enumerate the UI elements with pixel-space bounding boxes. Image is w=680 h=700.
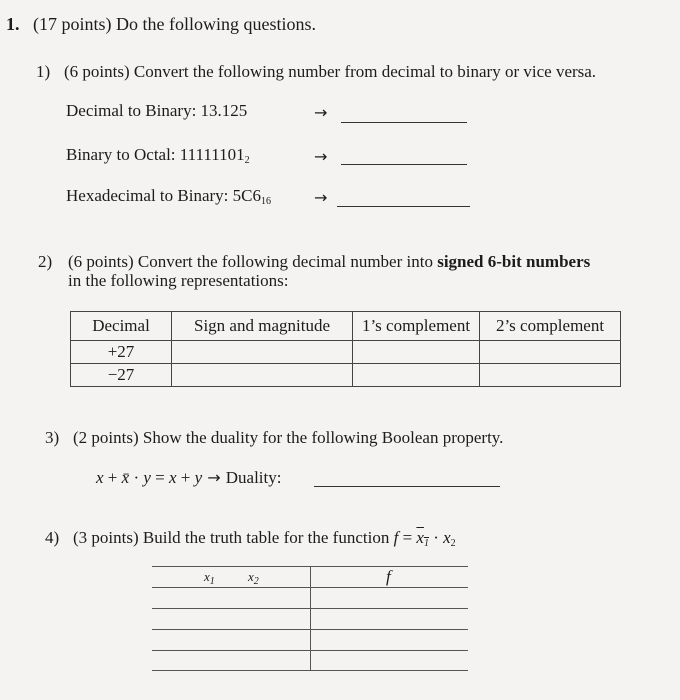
question-number: 1. xyxy=(6,14,20,34)
q4-number: 4) xyxy=(45,528,60,547)
var-f: f xyxy=(393,528,399,547)
header-ones-complement: 1’s complement xyxy=(353,312,480,341)
var-x1: x xyxy=(416,528,424,547)
q4-text xyxy=(73,528,456,549)
sub-2: 2 xyxy=(450,538,456,549)
q2-text-line2: in the following representations: xyxy=(68,271,289,290)
var-x2: x xyxy=(443,528,451,547)
q2-text-line1 xyxy=(68,252,590,272)
q1-item-decimal-to-binary: Decimal to Binary: 13.125 xyxy=(66,101,248,120)
table-row xyxy=(71,364,621,387)
op-dot: · xyxy=(129,468,144,487)
op-plus: + xyxy=(176,468,195,487)
answer-blank-binary-to-octal[interactable] xyxy=(341,164,467,165)
representation-table xyxy=(70,311,621,387)
cell-decimal: +27 xyxy=(71,341,172,364)
q4-text-label: (3 points) Build the truth table for the function xyxy=(73,528,394,547)
cell-answer[interactable] xyxy=(480,341,621,364)
q1-item-binary-subscript: 2 xyxy=(244,155,250,166)
q2-number: 2) xyxy=(38,252,53,271)
cell-answer[interactable] xyxy=(172,341,353,364)
cell-decimal: −27 xyxy=(71,364,172,387)
truth-table-divider xyxy=(310,566,311,670)
header-x2-var: x xyxy=(248,569,254,584)
answer-blank-hex-to-binary[interactable] xyxy=(337,206,470,207)
q1-item-hex-to-binary-label: Hexadecimal to Binary: 5C6 xyxy=(66,186,261,205)
q1-item-binary-to-octal xyxy=(66,145,250,166)
var-y: y xyxy=(143,468,151,487)
arrow-icon: → xyxy=(314,188,328,207)
answer-blank-decimal-to-binary[interactable] xyxy=(341,122,467,123)
header-decimal: Decimal xyxy=(71,312,172,341)
duality-formula xyxy=(96,468,281,488)
op-eq: = xyxy=(398,528,417,547)
var-x: x xyxy=(96,468,104,487)
header-x2-sub: 2 xyxy=(253,576,259,587)
truth-table xyxy=(152,566,468,670)
header-x1-sub: 1 xyxy=(209,576,215,587)
header-f: f xyxy=(386,567,391,586)
header-twos-complement: 2’s complement xyxy=(480,312,621,341)
sub-1: 1 xyxy=(423,538,429,549)
answer-blank-duality[interactable] xyxy=(314,486,500,487)
q3-number: 3) xyxy=(45,428,60,447)
header-x1-var: x xyxy=(204,569,210,584)
op-plus: + xyxy=(103,468,122,487)
table-row xyxy=(71,341,621,364)
q1-text: (6 points) Convert the following number from decimal to binary or vice versa. xyxy=(64,62,597,81)
header-x2 xyxy=(248,569,259,587)
var-x: x xyxy=(169,468,177,487)
q1-item-binary-to-octal-label: Binary to Octal: 11111101 xyxy=(66,145,245,164)
var-y: y xyxy=(194,468,203,487)
q1-item-hex-subscript: 16 xyxy=(260,196,271,207)
header-x1 xyxy=(204,569,215,587)
op-eq: = xyxy=(150,468,169,487)
truth-table-line xyxy=(152,670,468,671)
table-header-row xyxy=(71,312,621,341)
var-x1-bar xyxy=(416,528,429,547)
cell-answer[interactable] xyxy=(353,364,480,387)
duality-label: Duality: xyxy=(225,468,282,487)
q2-text-part: (6 points) Convert the following decimal number into xyxy=(68,252,438,271)
q1-item-hex-to-binary xyxy=(66,186,271,207)
op-dot: · xyxy=(428,528,444,547)
q2-text-bold: signed 6-bit numbers xyxy=(437,252,591,271)
cell-answer[interactable] xyxy=(172,364,353,387)
var-x-bar: x̄ xyxy=(121,468,130,487)
q1-number: 1) xyxy=(36,62,51,81)
cell-answer[interactable] xyxy=(353,341,480,364)
header-sign-magnitude: Sign and magnitude xyxy=(172,312,353,341)
q3-text: (2 points) Show the duality for the following Boolean property. xyxy=(73,428,504,447)
arrow-icon: → xyxy=(314,147,328,166)
arrow-icon: → xyxy=(314,103,328,122)
arrow-icon: → xyxy=(202,468,226,487)
question-title: (17 points) Do the following questions. xyxy=(33,14,316,34)
cell-answer[interactable] xyxy=(480,364,621,387)
